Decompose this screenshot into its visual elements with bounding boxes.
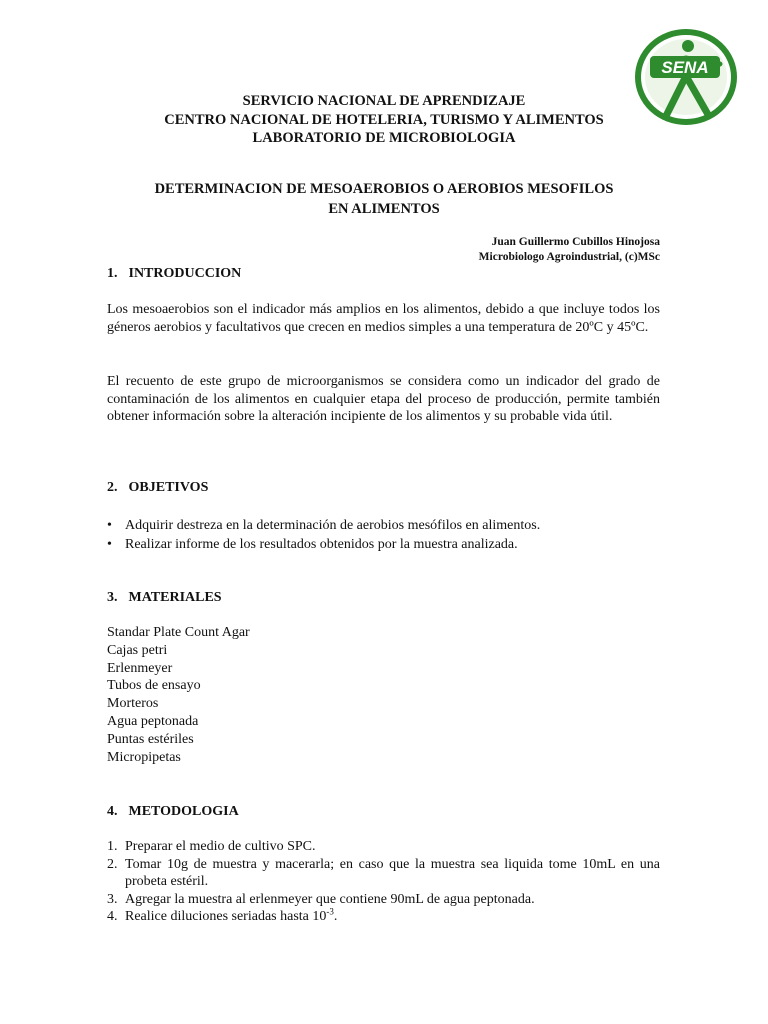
materials-list bbox=[107, 624, 250, 766]
author-role: Microbiologo Agroindustrial, (c)MSc bbox=[478, 251, 660, 263]
section-title: INTRODUCCION bbox=[128, 266, 242, 281]
step-exponent: -3 bbox=[326, 906, 334, 917]
section-heading-objectives bbox=[107, 479, 208, 497]
list-item: Cajas petri bbox=[107, 642, 168, 658]
list-item bbox=[107, 838, 660, 856]
methodology-steps bbox=[107, 838, 660, 926]
author-name: Juan Guillermo Cubillos Hinojosa bbox=[491, 236, 660, 248]
list-item bbox=[107, 516, 660, 535]
section-number: 1. bbox=[107, 266, 118, 281]
intro-paragraph-2: El recuento de este grupo de microorganismos se considera como un indicador del grado de contaminación de los alimentos en cualquier etapa del proceso de producción, permite también obtener información sobre la alteración incipiente de los alimentos y su probable vida útil. bbox=[107, 374, 660, 424]
section-heading-intro bbox=[107, 265, 241, 283]
step-text: Agregar la muestra al erlenmeyer que contiene 90mL de agua peptonada. bbox=[125, 891, 535, 907]
step-number: 3. bbox=[107, 891, 118, 907]
section-number: 3. bbox=[107, 590, 118, 605]
list-item bbox=[107, 891, 660, 909]
lab-name: LABORATORIO DE MICROBIOLOGIA bbox=[252, 130, 516, 146]
section-title: MATERIALES bbox=[128, 590, 222, 605]
list-item bbox=[107, 908, 660, 926]
section-heading-materials bbox=[107, 589, 222, 607]
step-number: 1. bbox=[107, 839, 118, 854]
step-number: 2. bbox=[107, 856, 118, 872]
step-text: Preparar el medio de cultivo SPC. bbox=[125, 839, 316, 854]
list-item bbox=[107, 535, 660, 554]
step-text: Realice diluciones seriadas hasta 10 bbox=[125, 909, 327, 924]
list-item: Erlenmeyer bbox=[107, 660, 173, 676]
section-number: 4. bbox=[107, 804, 118, 819]
step-number: 4. bbox=[107, 909, 118, 924]
section-heading-methodology bbox=[107, 803, 239, 821]
bullet-icon: • bbox=[107, 518, 112, 533]
list-item: Puntas estériles bbox=[107, 731, 194, 747]
section-title: METODOLOGIA bbox=[128, 804, 239, 819]
objectives-list bbox=[107, 516, 660, 554]
intro-paragraph-1: Los mesoaerobios son el indicador más amplios en los alimentos, debido a que incluye todos los géneros aerobios y facultativos que crecen en medios simples a una temperatura de 20ºC y 45ºC. bbox=[107, 302, 660, 335]
section-title: OBJETIVOS bbox=[128, 480, 209, 495]
list-item-text: Adquirir destreza en la determinación de aerobios mesófilos en alimentos. bbox=[125, 518, 541, 533]
document-title-line2: EN ALIMENTOS bbox=[328, 201, 440, 217]
step-tail: . bbox=[333, 909, 338, 924]
document-title-line1: DETERMINACION DE MESOAEROBIOS O AEROBIOS MESOFILOS bbox=[154, 181, 614, 197]
list-item: Agua peptonada bbox=[107, 713, 199, 729]
list-item-text: Realizar informe de los resultados obtenidos por la muestra analizada. bbox=[125, 537, 518, 552]
institution-name: SERVICIO NACIONAL DE APRENDIZAJE bbox=[242, 93, 526, 109]
section-number: 2. bbox=[107, 480, 118, 495]
logo-text: SENA bbox=[661, 58, 709, 77]
list-item: Standar Plate Count Agar bbox=[107, 625, 250, 640]
list-item: Tubos de ensayo bbox=[107, 678, 201, 694]
step-text: Tomar 10g de muestra y macerarla; en caso que la muestra sea liquida tome 10mL en una probeta estéril. bbox=[125, 856, 660, 889]
bullet-icon: • bbox=[107, 537, 112, 552]
center-name: CENTRO NACIONAL DE HOTELERIA, TURISMO Y ALIMENTOS bbox=[164, 112, 604, 128]
list-item: Morteros bbox=[107, 696, 159, 712]
list-item bbox=[107, 856, 660, 891]
list-item: Micropipetas bbox=[107, 749, 181, 765]
